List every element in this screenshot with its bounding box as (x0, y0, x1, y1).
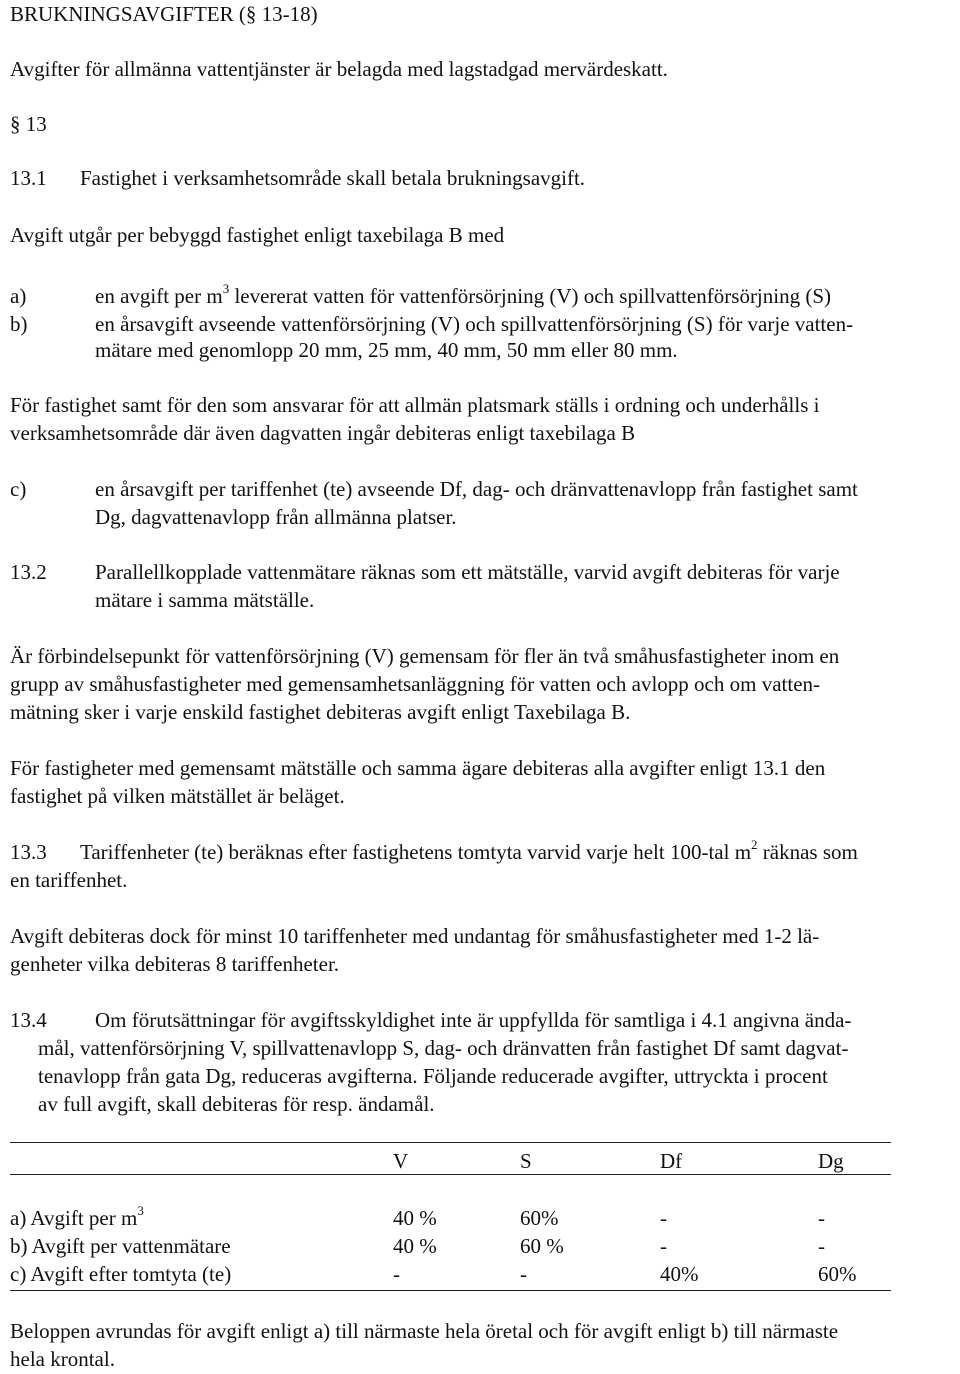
item-c-label: c) (10, 477, 27, 501)
minst-paragraph-line-2: genheter vilka debiteras 8 tariffenheter. (10, 952, 340, 976)
item-a-text: en avgift per $m^3$ levererat vatten för vattenförsörjning (V) och spillvattenförsörjning (S) (95, 281, 832, 308)
section-13-4-line-1: Om förutsättningar för avgiftsskyldighet inte är uppfyllda för samtliga i 4.1 angivna ända- (95, 1008, 852, 1032)
item-b-label: b) (10, 312, 28, 336)
item-b-line-1: en årsavgift avseende vattenförsörjning (V) och spillvattenförsörjning (S) för varje vatten- (95, 312, 854, 336)
belopp-paragraph-line-1: Beloppen avrundas för avgift enligt a) till närmaste hela öretal och för avgift enligt b) till närmaste (10, 1319, 839, 1343)
section-13-4-number: 13.4 (10, 1008, 47, 1032)
table-cell: - (660, 1234, 667, 1258)
item-c-line-1: en årsavgift per tariffenhet (te) avseende Df, dag- och dränvattenavlopp från fastighet samt (95, 477, 858, 501)
forbindelse-paragraph-line-1: Är förbindelsepunkt för vattenförsörjning (V) gemensam för fler än två småhusfastigheter inom en (10, 644, 840, 668)
table-bottom-rule (10, 1290, 891, 1291)
table-header-v: V (393, 1149, 409, 1173)
section-13-2-line-1: Parallellkopplade vattenmätare räknas som ett mätställe, varvid avgift debiteras för varje (95, 560, 840, 584)
minst-paragraph-line-1: Avgift debiteras dock för minst 10 tariffenheter med undantag för småhusfastigheter med 1-2 lä- (10, 924, 820, 948)
table-cell: 60 % (520, 1234, 564, 1258)
section-13-3-line-2: en tariffenhet. (10, 868, 128, 892)
table-header-rule (10, 1174, 891, 1175)
forbindelse-paragraph-line-3: mätning sker i varje enskild fastighet debiteras avgift enligt Taxebilaga B. (10, 700, 631, 724)
fastighet-paragraph-line-1: För fastighet samt för den som ansvarar för att allmän platsmark ställs i ordning och underhålls i (10, 393, 820, 417)
table-cell: 40 % (393, 1206, 437, 1230)
section-13-3-number: 13.3 (10, 840, 47, 864)
forbindelse-paragraph-line-2: grupp av småhusfastigheter med gemensamhetsanläggning för vatten och avlopp och om vatten- (10, 672, 821, 696)
section-13-1-text: Fastighet i verksamhetsområde skall betala brukningsavgift. (80, 166, 586, 190)
table-row-label: c) Avgift efter tomtyta (te) (10, 1262, 232, 1286)
table-cell: - (520, 1262, 527, 1286)
section-13-4-line-3: tenavlopp från gata Dg, reduceras avgifterna. Följande reducerade avgifter, uttryckta i procent (38, 1064, 828, 1088)
table-row-label: b) Avgift per vattenmätare (10, 1234, 231, 1258)
gemensamt-paragraph-line-2: fastighet på vilken mätstället är beläget. (10, 784, 345, 808)
section-13-1-number: 13.1 (10, 166, 47, 190)
section-13-3-line-1: Tariffenheter (te) beräknas efter fastighetens tomtyta varvid varje helt 100-tal $m^2$ räknas som (80, 837, 858, 864)
table-header-df: Df (660, 1149, 683, 1173)
section-13-heading: § 13 (10, 112, 47, 136)
table-cell: 60% (818, 1262, 857, 1286)
table-cell: - (818, 1206, 825, 1230)
section-13-4-line-4: av full avgift, skall debiteras för resp. ändamål. (38, 1092, 435, 1116)
avgift-utgar-paragraph: Avgift utgår per bebyggd fastighet enligt taxebilaga B med (10, 223, 505, 247)
section-13-4-line-2: mål, vattenförsörjning V, spillvattenavlopp S, dag- och dränvatten från fastighet Df samt dagvat- (38, 1036, 849, 1060)
table-cell: - (818, 1234, 825, 1258)
item-a-label: a) (10, 284, 27, 308)
intro-paragraph: Avgifter för allmänna vattentjänster är belagda med lagstadgad mervärdeskatt. (10, 57, 668, 81)
table-cell: 40% (660, 1262, 699, 1286)
table-cell: - (393, 1262, 400, 1286)
table-cell: 40 % (393, 1234, 437, 1258)
gemensamt-paragraph-line-1: För fastigheter med gemensamt mätställe och samma ägare debiteras alla avgifter enligt 13.1 den (10, 756, 826, 780)
table-cell: - (660, 1206, 667, 1230)
item-b-line-2: mätare med genomlopp 20 mm, 25 mm, 40 mm, 50 mm eller 80 mm. (95, 338, 678, 362)
document-heading: BRUKNINGSAVGIFTER (§ 13-18) (10, 2, 318, 26)
section-13-2-number: 13.2 (10, 560, 47, 584)
section-13-2-line-2: mätare i samma mätställe. (95, 588, 315, 612)
fastighet-paragraph-line-2: verksamhetsområde där även dagvatten ingår debiteras enligt taxebilaga B (10, 421, 636, 445)
table-cell: 60% (520, 1206, 559, 1230)
table-header-s: S (520, 1149, 532, 1173)
belopp-paragraph-line-2: hela krontal. (10, 1347, 115, 1371)
table-top-rule (10, 1142, 891, 1143)
table-header-dg: Dg (818, 1149, 844, 1173)
item-c-line-2: Dg, dagvattenavlopp från allmänna platser. (95, 505, 457, 529)
table-row-label: a) Avgift per $m^3$ (10, 1203, 144, 1230)
